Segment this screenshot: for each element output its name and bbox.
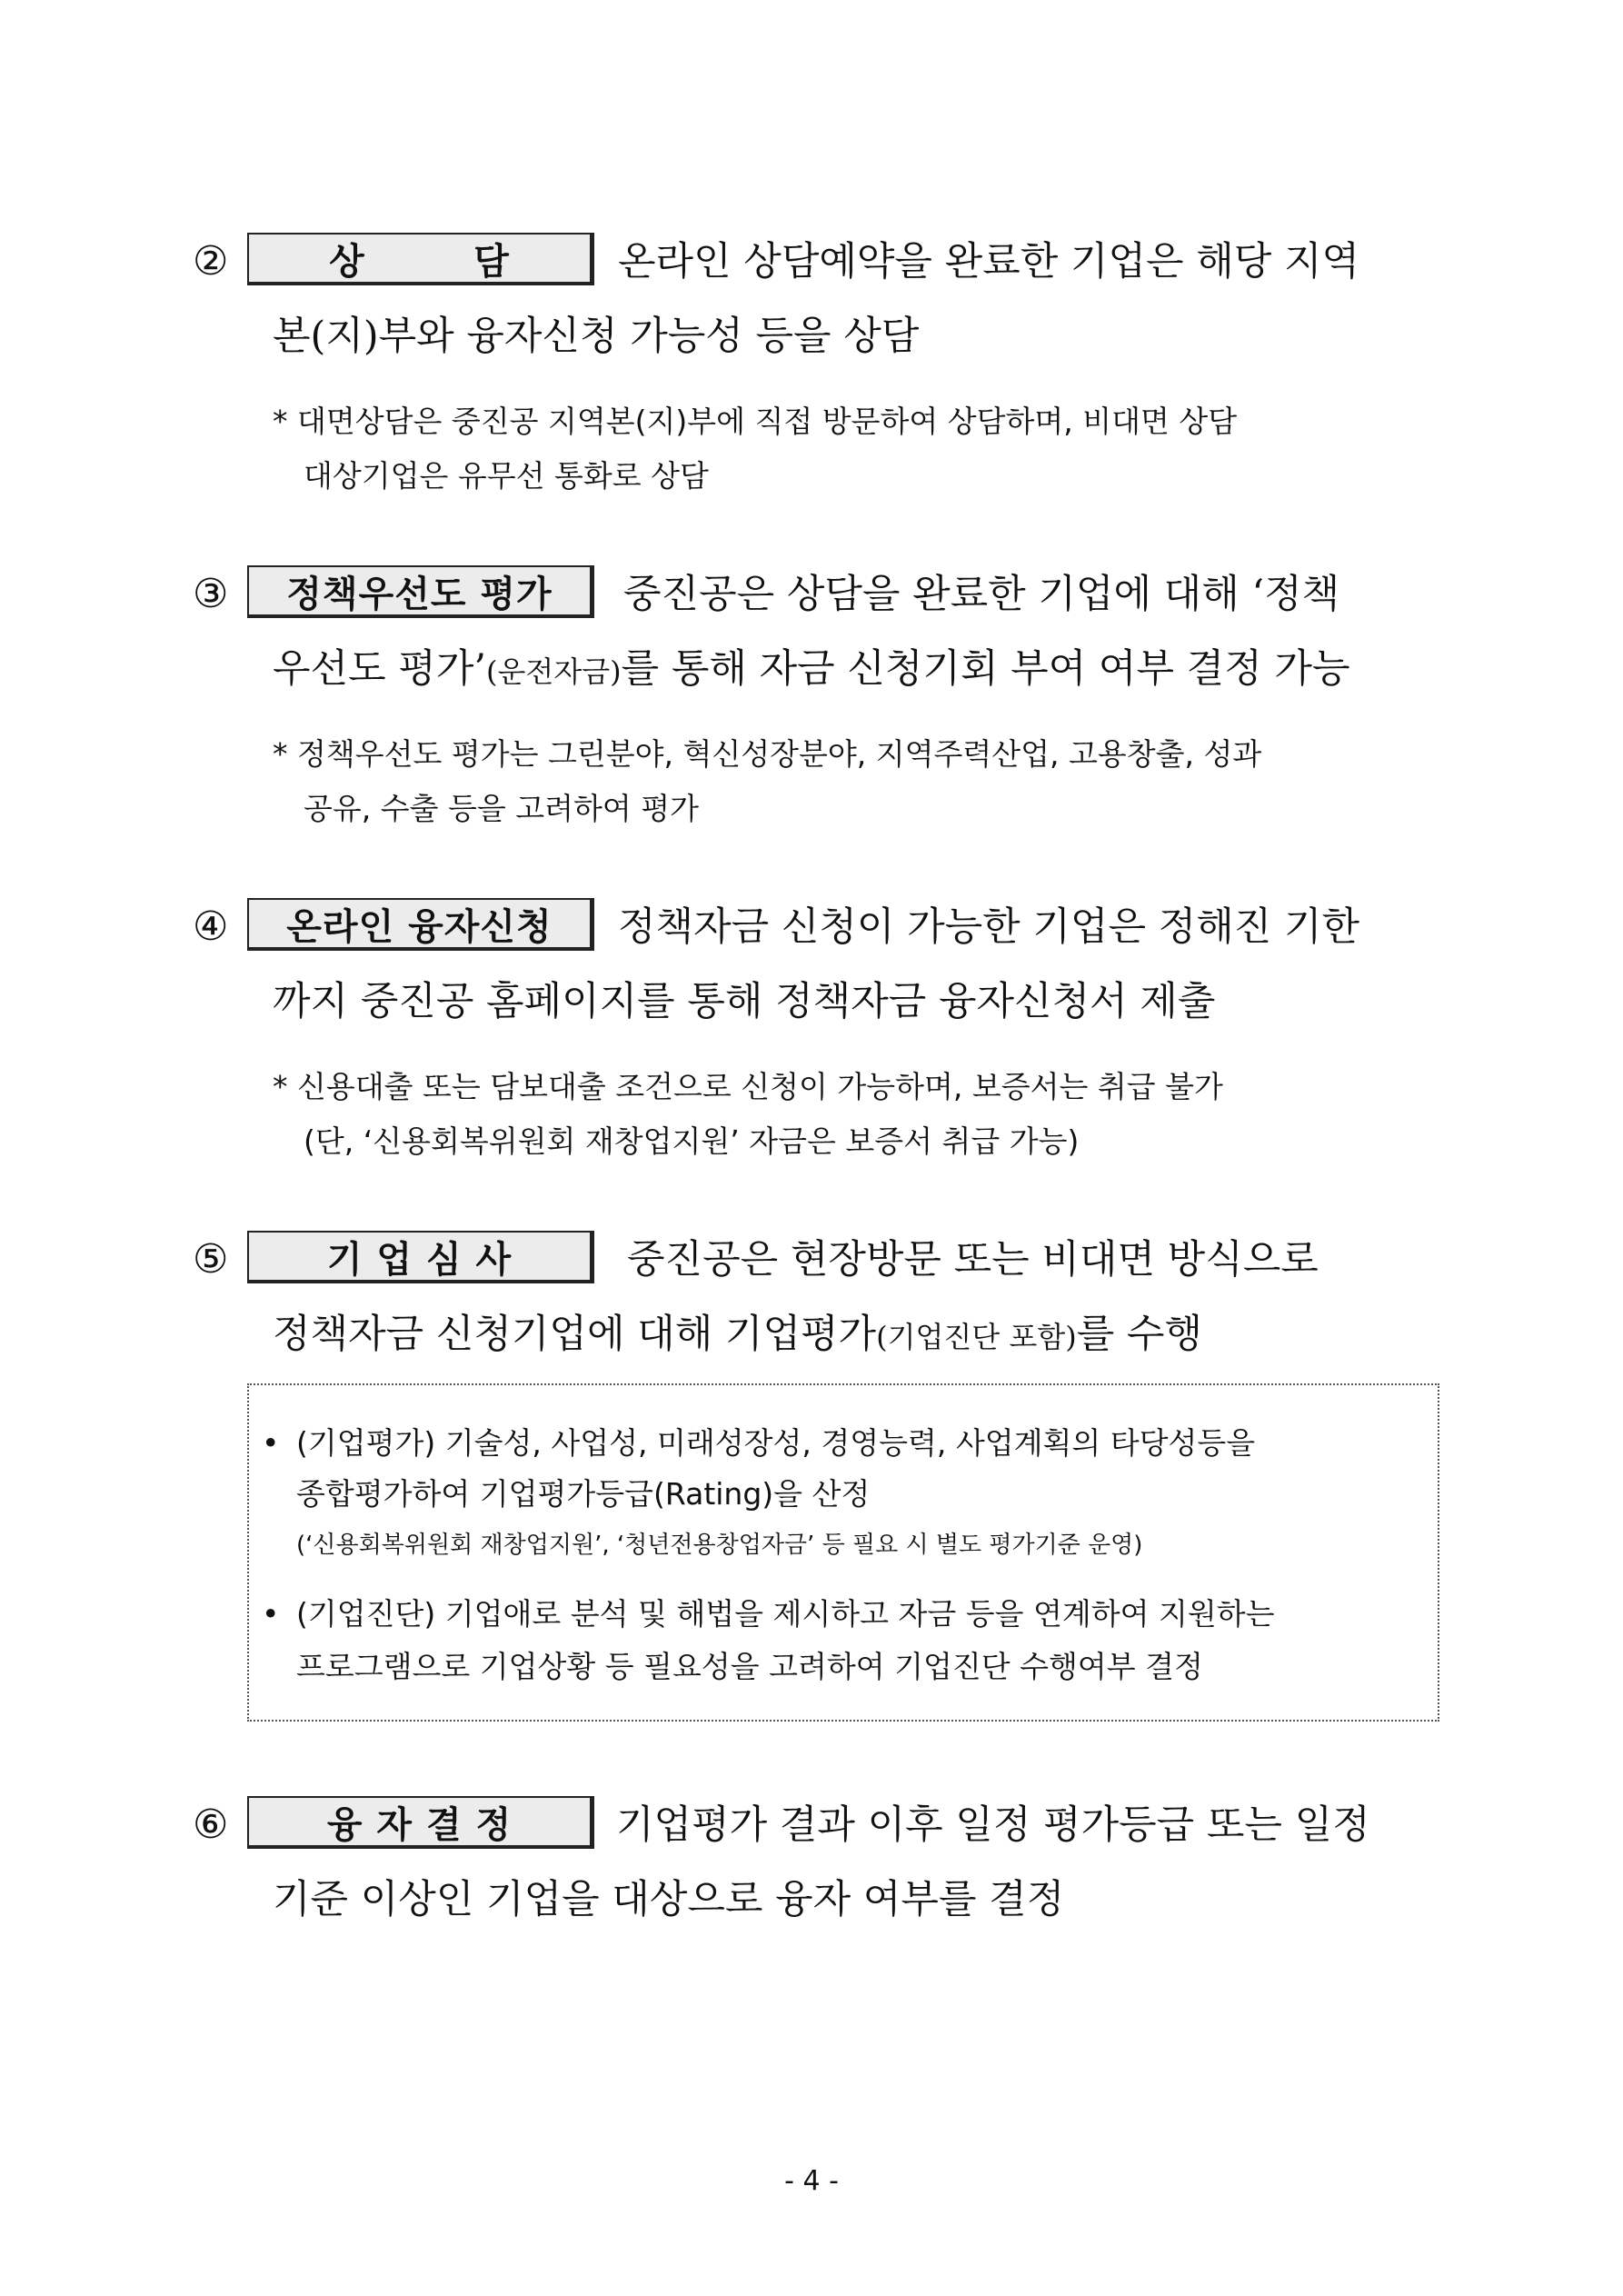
evaluation-bullet2-line1: (기업진단) 기업애로 분석 및 해법을 제시하고 자금 등을 연계하여 지원하는 xyxy=(296,1596,1275,1632)
step-description-part: 우선도 평가’ xyxy=(273,646,487,692)
step-note-line2: 대상기업은 유무선 통화로 상담 xyxy=(304,458,709,494)
step-description-line2: 까지 중진공 홈페이지를 통해 정책자금 융자신청서 제출 xyxy=(273,979,1216,1024)
step-description-paren: (기업진단 포함) xyxy=(876,1320,1077,1354)
step-note-line1: * 신용대출 또는 담보대출 조건으로 신청이 가능하며, 보증서는 취급 불가 xyxy=(273,1069,1223,1104)
step-note-line1: * 대면상담은 중진공 지역본(지)부에 직접 방문하여 상담하며, 비대면 상담 xyxy=(273,404,1238,439)
step-description-part: 를 수행 xyxy=(1076,1312,1202,1357)
page-number: - 4 - xyxy=(784,2165,839,2197)
step-description-line2 xyxy=(273,642,1349,699)
step-description-line2 xyxy=(273,1307,1202,1364)
evaluation-bullet1-line1: (기업평가) 기술성, 사업성, 미래성장성, 경영능력, 사업계획의 타당성등을 xyxy=(296,1425,1256,1461)
step-description-line1: 중진공은 상담을 완료한 기업에 대해 ‘정책 xyxy=(623,572,1340,617)
step-note-line2: 공유, 수출 등을 고려하여 평가 xyxy=(304,791,699,826)
evaluation-bullet1-note: (‘신용회복위원회 재창업지원’, ‘청년전용창업자금’ 등 필요 시 별도 평가기준 운영) xyxy=(296,1532,1143,1559)
step-label-box: 온라인 융자신청 xyxy=(247,898,594,951)
bullet-icon: • xyxy=(262,1596,280,1632)
step-label-box: 기 업 심 사 xyxy=(247,1231,594,1283)
step-label-box: 정책우선도 평가 xyxy=(247,565,594,618)
step-number: ② xyxy=(193,238,229,285)
step-description-line2: 본(지)부와 융자신청 가능성 등을 상담 xyxy=(273,314,920,359)
step-number: ⑤ xyxy=(193,1236,229,1283)
bullet-icon: • xyxy=(262,1425,280,1461)
step-note-line1: * 정책우선도 평가는 그린분야, 혁신성장분야, 지역주력산업, 고용창출, 성과 xyxy=(273,736,1262,772)
step-description-paren: (운전자금) xyxy=(486,654,622,689)
step-description-line2: 기준 이상인 기업을 대상으로 융자 여부를 결정 xyxy=(273,1877,1065,1922)
step-note-line2: (단, ‘신용회복위원회 재창업지원’ 자금은 보증서 취급 가능) xyxy=(304,1123,1080,1159)
step-label-box: 상 담 xyxy=(247,233,594,285)
step-description-line1: 정책자금 신청이 가능한 기업은 정해진 기한 xyxy=(618,904,1360,950)
step-description-part: 정책자금 신청기업에 대해 기업평가 xyxy=(273,1312,877,1357)
step-description-part: 를 통해 자금 신청기회 부여 여부 결정 가능 xyxy=(621,646,1350,692)
evaluation-bullet2-line2: 프로그램으로 기업상황 등 필요성을 고려하여 기업진단 수행여부 결정 xyxy=(296,1649,1203,1684)
step-description-line1: 중진공은 현장방문 또는 비대면 방식으로 xyxy=(627,1237,1319,1283)
step-label-box: 융 자 결 정 xyxy=(247,1796,594,1849)
step-description-line1: 온라인 상담예약을 완료한 기업은 해당 지역 xyxy=(618,239,1360,285)
evaluation-bullet1-line2: 종합평가하여 기업평가등급(Rating)을 산정 xyxy=(296,1476,871,1512)
step-number: ⑥ xyxy=(193,1802,229,1848)
step-description-line1: 기업평가 결과 이후 일정 평가등급 또는 일정 xyxy=(616,1802,1370,1848)
step-number: ④ xyxy=(193,903,229,950)
step-number: ③ xyxy=(193,571,229,617)
